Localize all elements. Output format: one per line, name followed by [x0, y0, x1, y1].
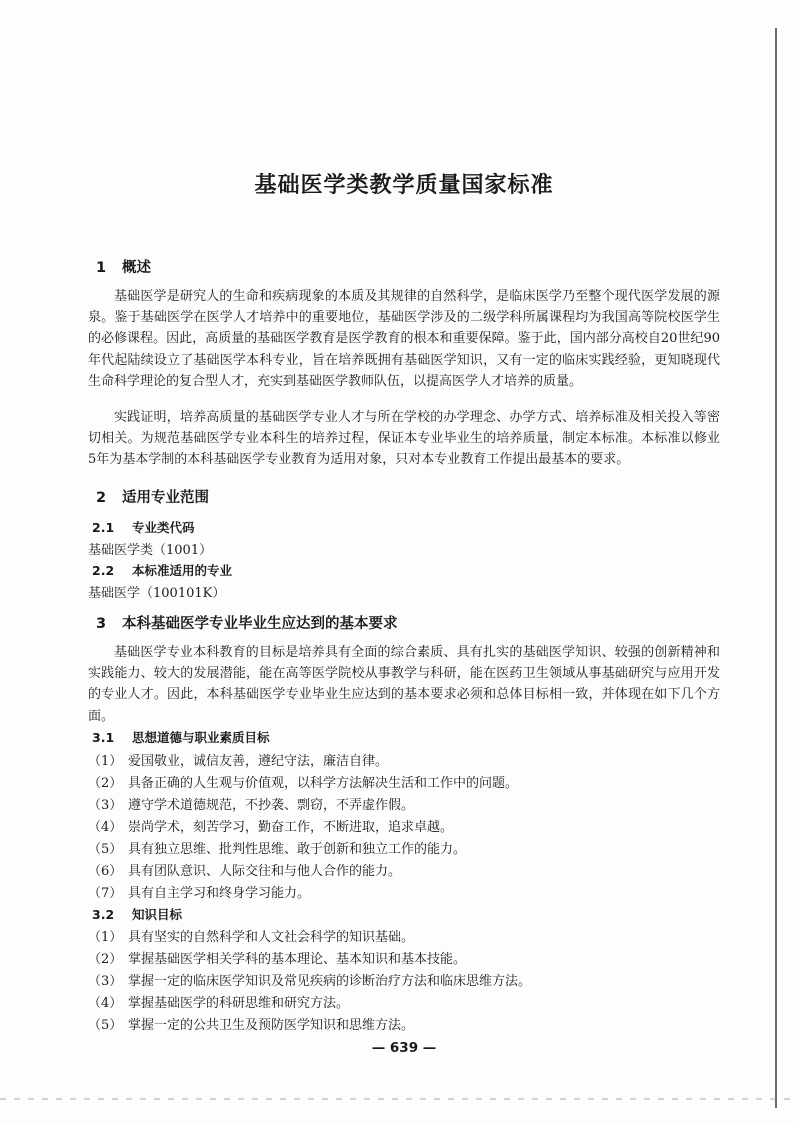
section-title: 适用专业范围 — [122, 490, 209, 506]
category-code: 基础医学类（1001） — [88, 543, 213, 558]
list-item — [88, 882, 310, 901]
scan-edge-line — [775, 28, 777, 1108]
subsection-number: 2.2 — [92, 563, 115, 578]
subsection-number: 2.1 — [92, 520, 115, 535]
section-title: 本科基础医学专业毕业生应达到的基本要求 — [122, 616, 398, 632]
document-title: 基础医学类教学质量国家标准 — [254, 173, 554, 198]
subsection-3-2-heading — [92, 905, 182, 923]
list-item-number: （3） — [88, 974, 123, 989]
list-item — [88, 772, 518, 791]
section-1-heading — [96, 256, 151, 277]
list-item — [88, 860, 401, 879]
list-item — [88, 838, 466, 857]
list-item-number: （5） — [88, 1018, 123, 1033]
subsection-title: 专业类代码 — [132, 520, 195, 535]
section-3-heading — [96, 612, 398, 633]
list-item-number: （4） — [88, 996, 123, 1011]
list-item — [88, 750, 388, 769]
list-item-number: （1） — [88, 930, 123, 945]
subsection-title: 本标准适用的专业 — [132, 563, 233, 578]
subsection-2-2-heading — [92, 561, 232, 579]
list-item-text: 掌握基础医学相关学科的基本理论、基本知识和基本技能。 — [128, 952, 467, 967]
list-item-text: 具有独立思维、批判性思维、敢于创新和独立工作的能力。 — [128, 842, 467, 857]
list-item-text: 崇尚学术，刻苦学习，勤奋工作，不断进取，追求卓越。 — [128, 820, 454, 835]
major-code: 基础医学（100101K） — [88, 586, 226, 601]
list-item-number: （5） — [88, 842, 123, 857]
section-number: 3 — [96, 616, 107, 632]
list-item-text: 掌握一定的临床医学知识及常见疾病的诊断治疗方法和临床思维方法。 — [128, 974, 532, 989]
list-item-number: （2） — [88, 952, 123, 967]
scan-noise — [0, 1098, 794, 1100]
list-item-number: （2） — [88, 776, 123, 791]
list-item-text: 爱国敬业，诚信友善，遵纪守法，廉洁自律。 — [128, 754, 389, 769]
list-item-number: （3） — [88, 798, 123, 813]
page-number: — 639 — — [371, 1040, 437, 1056]
list-item-number: （4） — [88, 820, 123, 835]
list-item-text: 具有自主学习和终身学习能力。 — [128, 886, 311, 901]
list-item-text: 具有坚实的自然科学和人文社会科学的知识基础。 — [128, 930, 415, 945]
list-item-text: 具有团队意识、人际交往和与他人合作的能力。 — [128, 864, 402, 879]
section-2-heading — [96, 486, 209, 507]
subsection-number: 3.2 — [92, 907, 115, 922]
list-item — [88, 794, 414, 813]
list-item-number: （1） — [88, 754, 123, 769]
list-item — [88, 992, 349, 1011]
list-item-number: （7） — [88, 886, 123, 901]
section-1-paragraph-1: 基础医学是研究人的生命和疾病现象的本质及其规律的自然科学，是临床医学乃至整个现代医学发展的源泉。鉴于基础医学在医学人才培养中的重要地位，基础医学涉及的二级学科所属课程均为我国高等院校医学生的必修课程。因此，高质量的基础医学教育是医学教育的根本和重要保障。鉴于此，国内部分高校自20世纪90年代起陆续设立了基础医学本科专业，旨在培养既拥有基础医学知识，又有一定的临床实践经验，更知晓现代生命科学理论的复合型人才，充实到基础医学教师队伍，以提高医学人才培养的质量。 — [88, 289, 720, 389]
list-item — [88, 970, 531, 989]
list-item — [88, 948, 466, 967]
list-item-text: 掌握基础医学的科研思维和研究方法。 — [128, 996, 350, 1011]
subsection-title: 知识目标 — [132, 907, 183, 922]
section-number: 2 — [96, 490, 107, 506]
subsection-title: 思想道德与职业素质目标 — [132, 730, 270, 745]
list-item-text: 掌握一定的公共卫生及预防医学知识和思维方法。 — [128, 1018, 415, 1033]
section-number: 1 — [96, 260, 107, 276]
list-item-number: （6） — [88, 864, 123, 879]
list-item-text: 遵守学术道德规范，不抄袭、剽窃，不弄虚作假。 — [128, 798, 415, 813]
section-3-paragraph: 基础医学专业本科教育的目标是培养具有全面的综合素质、具有扎实的基础医学知识、较强的创新精神和实践能力、较大的发展潜能，能在高等医学院校从事教学与科研，能在医药卫生领域从事基础研究与应用开发的专业人才。因此，本科基础医学专业毕业生应达到的基本要求必须和总体目标相一致，并体现在如下几个方面。 — [88, 645, 720, 724]
list-item — [88, 926, 414, 945]
section-title: 概述 — [122, 260, 151, 276]
subsection-number: 3.1 — [92, 730, 115, 745]
subsection-2-1-heading — [92, 518, 195, 536]
list-item — [88, 816, 453, 835]
section-1-paragraph-2: 实践证明，培养高质量的基础医学专业人才与所在学校的办学理念、办学方式、培养标准及相关投入等密切相关。为规范基础医学专业本科生的培养过程，保证本专业毕业生的培养质量，制定本标准。本标准以修业5年为基本学制的本科基础医学专业教育为适用对象，只对本专业教育工作提出最基本的要求。 — [88, 410, 720, 468]
list-item — [88, 1014, 414, 1033]
list-item-text: 具备正确的人生观与价值观，以科学方法解决生活和工作中的问题。 — [128, 776, 519, 791]
subsection-3-1-heading — [92, 728, 270, 746]
